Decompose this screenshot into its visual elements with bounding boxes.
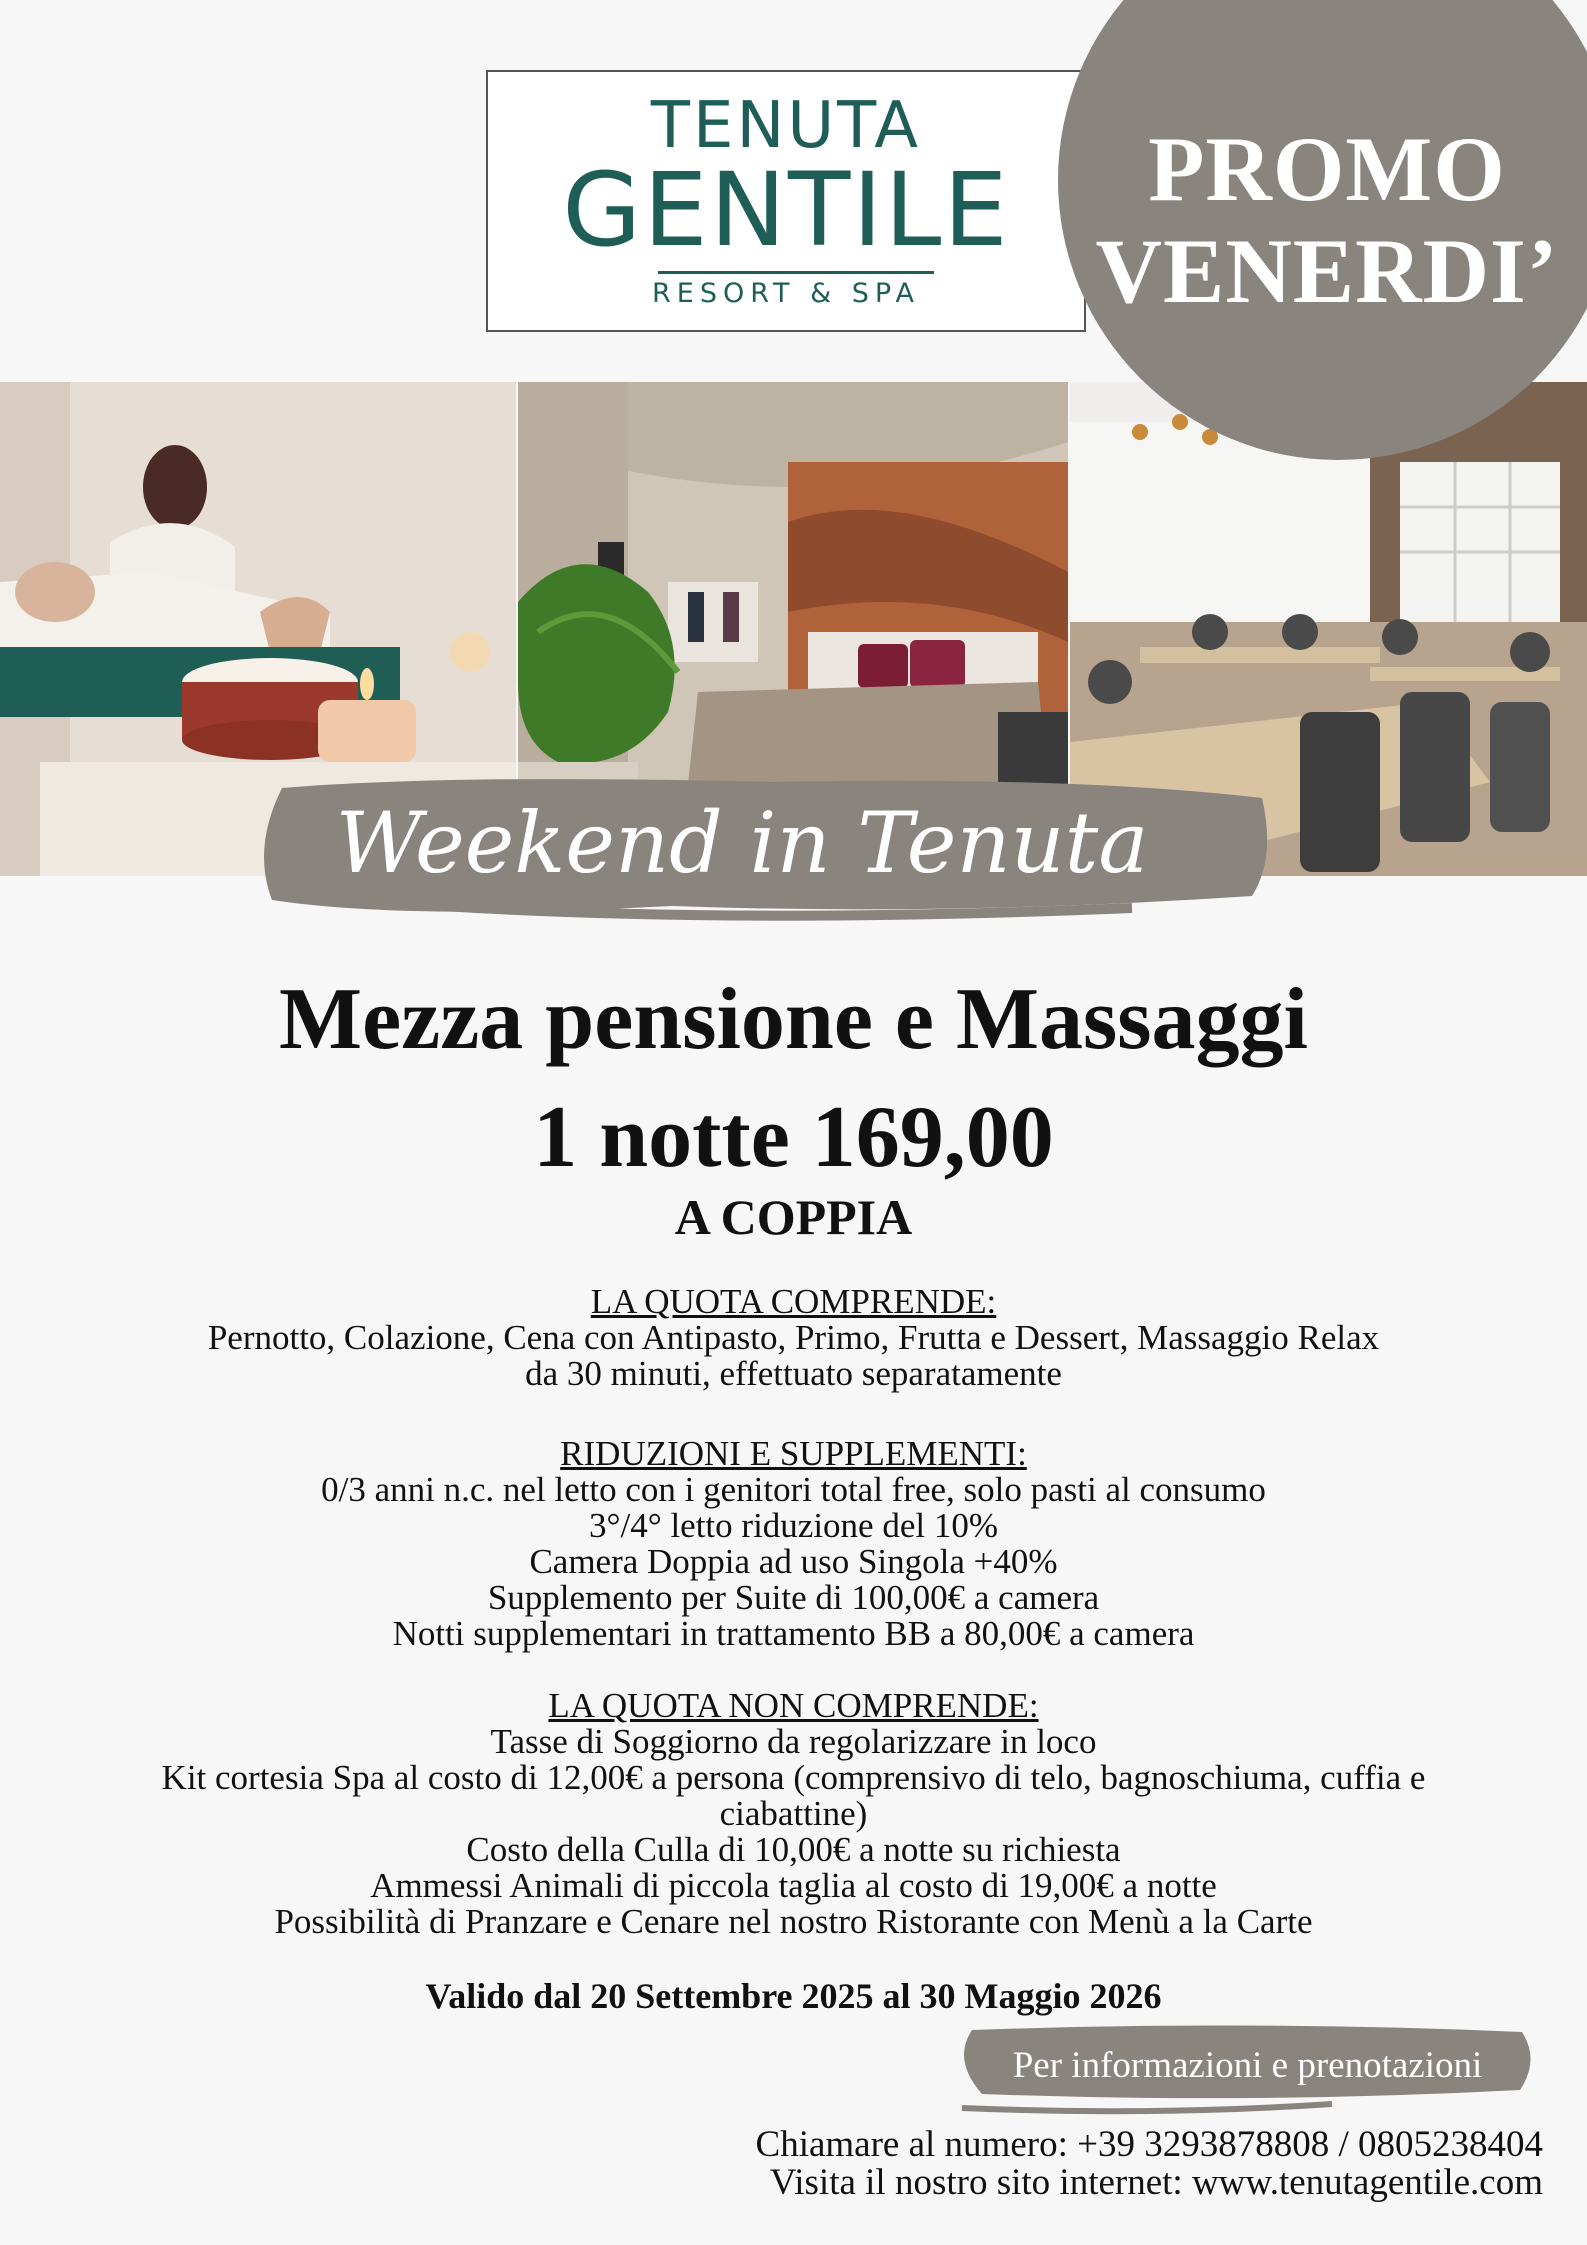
excludes-section: [40, 1688, 1547, 1940]
weekend-banner-text: Weekend in Tenuta: [335, 794, 1149, 892]
reductions-line: 3°/4° letto riduzione del 10%: [588, 1506, 998, 1545]
includes-section: [40, 1284, 1547, 1392]
reductions-section: [40, 1436, 1547, 1652]
includes-line: da 30 minuti, effettuato separatamente: [525, 1354, 1062, 1393]
includes-line: Pernotto, Colazione, Cena con Antipasto, Primo, Frutta e Dessert, Massaggio Relax: [207, 1318, 1380, 1357]
excludes-heading: LA QUOTA NON COMPRENDE:: [548, 1686, 1039, 1725]
excludes-line: ciabattine): [719, 1794, 868, 1833]
promo-label: [1062, 118, 1587, 322]
offer-title: Mezza pensione e Massaggi: [279, 971, 1308, 1068]
reductions-line: Supplemento per Suite di 100,00€ a camera: [487, 1578, 1100, 1617]
reductions-line: Camera Doppia ad uso Singola +40%: [529, 1542, 1058, 1581]
validity-dates: Valido dal 20 Settembre 2025 al 30 Maggio 2026: [425, 1976, 1162, 2016]
excludes-line: Costo della Culla di 10,00€ a notte su richiesta: [466, 1830, 1121, 1869]
reductions-line: Notti supplementari in trattamento BB a 80,00€ a camera: [392, 1614, 1195, 1653]
excludes-line: Tasse di Soggiorno da regolarizzare in loco: [490, 1722, 1097, 1761]
excludes-line: Ammessi Animali di piccola taglia al costo di 19,00€ a notte: [370, 1866, 1217, 1905]
contact-phone[interactable]: Chiamare al numero: +39 3293878808 / 0805238404: [755, 2124, 1543, 2165]
contact-website[interactable]: Visita il nostro sito internet: www.tenutagentile.com: [769, 2162, 1543, 2203]
includes-heading: LA QUOTA COMPRENDE:: [590, 1282, 997, 1321]
logo-line-resort: RESORT & SPA: [652, 278, 920, 309]
info-label: Per informazioni e prenotazioni: [1012, 2045, 1483, 2086]
logo-line-gentile: GENTILE: [562, 151, 1010, 270]
reductions-heading: RIDUZIONI E SUPPLEMENTI:: [560, 1434, 1027, 1473]
logo-line-tenuta: TENUTA: [650, 89, 922, 163]
contact-block: [756, 2126, 1543, 2202]
promo-line: PROMO: [1148, 118, 1506, 220]
excludes-line: Possibilità di Pranzare e Cenare nel nostro Ristorante con Menù a la Carte: [274, 1902, 1313, 1941]
logo-divider: [658, 271, 934, 274]
offer-price: 1 notte 169,00: [533, 1089, 1054, 1186]
logo: [486, 70, 1086, 332]
promo-line: VENERDI’: [1095, 220, 1559, 322]
offer-per-couple: A COPPIA: [674, 1189, 913, 1245]
reductions-line: 0/3 anni n.c. nel letto con i genitori total free, solo pasti al consumo: [321, 1470, 1266, 1509]
excludes-line: Kit cortesia Spa al costo di 12,00€ a persona (comprensivo di telo, bagnoschiuma, cuffia e: [161, 1758, 1426, 1797]
